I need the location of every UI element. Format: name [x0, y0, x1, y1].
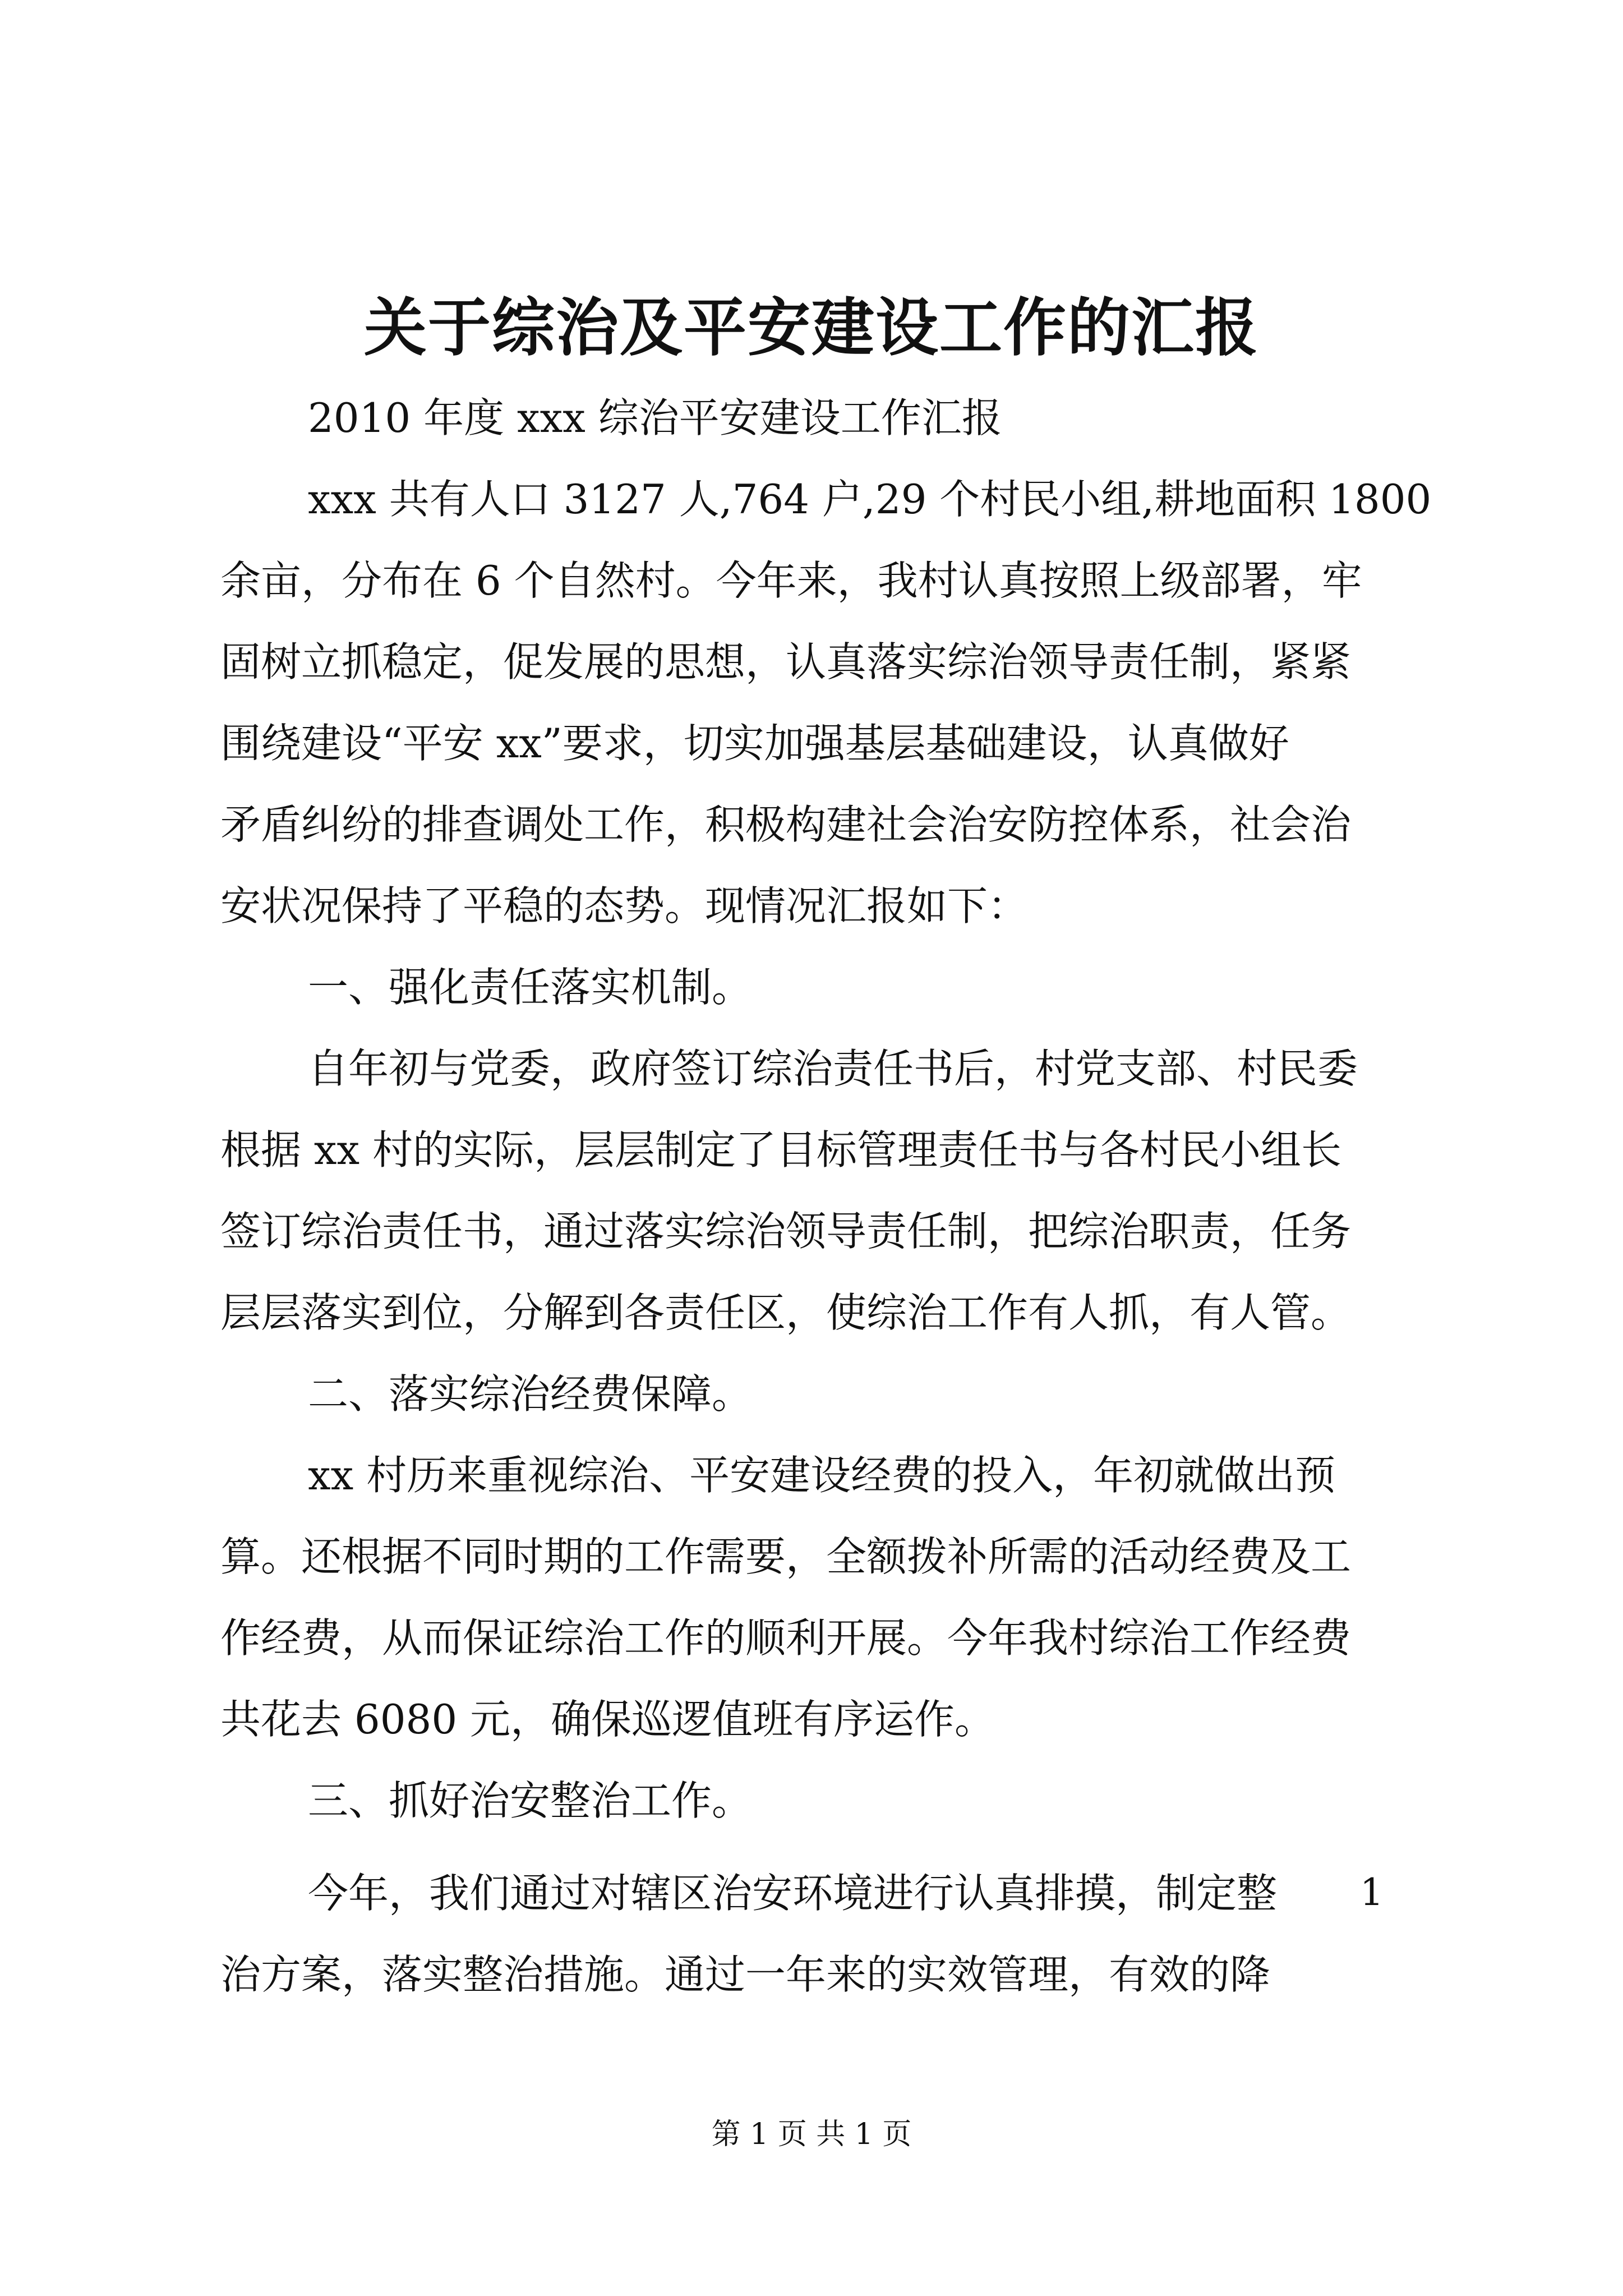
- text-line: 共花去 6080 元，确保巡逻值班有序运作。: [220, 1696, 995, 1743]
- section-heading: 一、强化责任落实机制。: [308, 964, 753, 1011]
- text-line: 治方案，落实整治措施。通过一年来的实效管理，有效的降: [220, 1951, 1271, 1998]
- text-line: 签订综治责任书，通过落实综治领导责任制，把综治职责，任务: [220, 1208, 1352, 1255]
- section-heading: 二、落实综治经费保障。: [308, 1370, 753, 1418]
- document-title: 关于综治及平安建设工作的汇报: [364, 291, 1259, 365]
- text-line: xx 村历来重视综治、平安建设经费的投入，年初就做出预: [308, 1452, 1336, 1499]
- text-line: 今年，我们通过对辖区治安环境进行认真排摸，制定整: [308, 1870, 1278, 1917]
- text-line: 固树立抓稳定，促发展的思想，认真落实综治领导责任制，紧紧: [220, 638, 1352, 685]
- inline-page-number: 1: [1360, 1871, 1384, 1914]
- text-line: 算。还根据不同时期的工作需要，全额拨补所需的活动经费及工: [220, 1533, 1352, 1580]
- text-line: 作经费，从而保证综治工作的顺利开展。今年我村综治工作经费: [220, 1614, 1352, 1662]
- subtitle-line: 2010 年度 xxx 综治平安建设工作汇报: [308, 394, 1002, 441]
- text-line: 围绕建设“平安 xx”要求，切实加强基层基础建设，认真做好: [220, 720, 1289, 767]
- text-line: 层层落实到位，分解到各责任区，使综治工作有人抓，有人管。: [220, 1289, 1352, 1336]
- text-line: 矛盾纠纷的排查调处工作，积极构建社会治安防控体系，社会治: [220, 801, 1352, 848]
- page-footer: 第 1 页 共 1 页: [711, 2118, 912, 2151]
- section-heading: 三、抓好治安整治工作。: [308, 1777, 753, 1824]
- text-line: 安状况保持了平稳的态势。现情况汇报如下：: [220, 882, 1029, 930]
- text-line: 自年初与党委，政府签订综治责任书后，村党支部、村民委: [308, 1045, 1358, 1092]
- text-line: xxx 共有人口 3127 人,764 户,29 个村民小组,耕地面积 1800: [308, 476, 1432, 523]
- text-line: 根据 xx 村的实际，层层制定了目标管理责任书与各村民小组长: [220, 1126, 1341, 1174]
- text-line: 余亩，分布在 6 个自然村。今年来，我村认真按照上级部署，牢: [220, 557, 1362, 604]
